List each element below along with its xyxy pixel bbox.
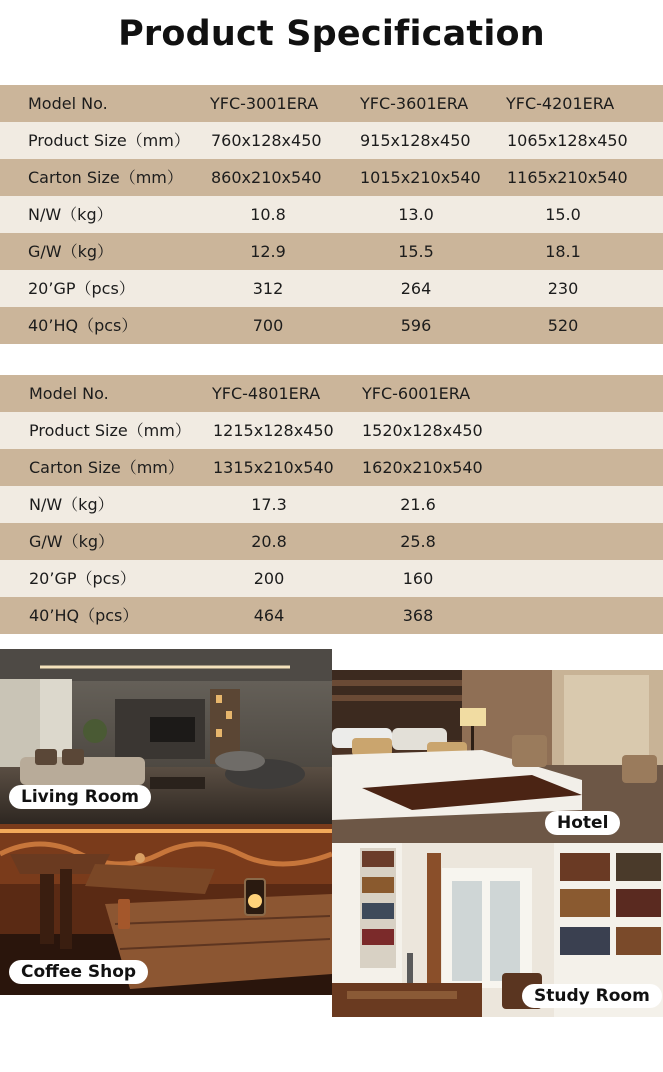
study-room-photo — [332, 843, 663, 1017]
cell: 860x210x540 — [211, 168, 322, 187]
living-room-label: Living Room — [9, 785, 151, 809]
cell: 1620x210x540 — [362, 458, 483, 477]
cell: 12.9 — [250, 242, 286, 261]
table-row — [0, 523, 663, 560]
cell: 15.5 — [398, 242, 434, 261]
hotel-photo — [332, 670, 663, 843]
row-label: Carton Size（mm） — [29, 458, 184, 477]
cell: 312 — [252, 279, 284, 298]
header-model-2: YFC-3601ERA — [360, 94, 469, 113]
cell: 230 — [547, 279, 579, 298]
cell: 18.1 — [545, 242, 581, 261]
row-label: G/W（kg） — [29, 532, 115, 551]
row-label: G/W（kg） — [28, 242, 114, 261]
spec-table-1 — [0, 85, 663, 344]
table-header-row — [0, 85, 663, 122]
cell: 17.3 — [251, 495, 287, 514]
row-label: 20’GP（pcs） — [28, 279, 135, 298]
study-room-label: Study Room — [522, 984, 662, 1008]
row-label: Product Size（mm） — [28, 131, 190, 150]
cell: 760x128x450 — [211, 131, 322, 150]
coffee-shop-photo — [0, 824, 332, 995]
header-model-2: YFC-6001ERA — [362, 384, 471, 403]
cell: 264 — [400, 279, 432, 298]
header-model-3: YFC-4201ERA — [506, 94, 615, 113]
row-label: N/W（kg） — [28, 205, 113, 224]
living-room-photo — [0, 649, 332, 824]
header-model-1: YFC-4801ERA — [212, 384, 321, 403]
cell: 368 — [402, 606, 434, 625]
table-row — [0, 412, 663, 449]
cell: 464 — [253, 606, 285, 625]
row-label: Product Size（mm） — [29, 421, 191, 440]
table-row — [0, 486, 663, 523]
table-row — [0, 560, 663, 597]
header-model-1: YFC-3001ERA — [210, 94, 319, 113]
row-label: Carton Size（mm） — [28, 168, 183, 187]
spec-table-2 — [0, 375, 663, 634]
cell: 160 — [402, 569, 434, 588]
cell: 520 — [547, 316, 579, 335]
hotel-label: Hotel — [545, 811, 620, 835]
cell: 15.0 — [545, 205, 581, 224]
table-row — [0, 159, 663, 196]
row-label: 20’GP（pcs） — [29, 569, 136, 588]
row-label: 40’HQ（pcs） — [28, 316, 138, 335]
coffee-shop-label: Coffee Shop — [9, 960, 148, 984]
table-header-row — [0, 375, 663, 412]
header-model-label: Model No. — [29, 384, 109, 403]
cell: 200 — [253, 569, 285, 588]
cell: 1215x128x450 — [213, 421, 334, 440]
row-label: 40’HQ（pcs） — [29, 606, 139, 625]
table-row — [0, 270, 663, 307]
row-label: N/W（kg） — [29, 495, 114, 514]
table-row — [0, 233, 663, 270]
cell: 1165x210x540 — [507, 168, 628, 187]
table-row — [0, 122, 663, 159]
cell: 596 — [400, 316, 432, 335]
cell: 1065x128x450 — [507, 131, 628, 150]
cell: 1520x128x450 — [362, 421, 483, 440]
cell: 700 — [252, 316, 284, 335]
table-row — [0, 449, 663, 486]
cell: 13.0 — [398, 205, 434, 224]
cell: 10.8 — [250, 205, 286, 224]
cell: 1015x210x540 — [360, 168, 481, 187]
table-row — [0, 597, 663, 634]
cell: 21.6 — [400, 495, 436, 514]
table-row — [0, 196, 663, 233]
table-row — [0, 307, 663, 344]
cell: 25.8 — [400, 532, 436, 551]
cell: 20.8 — [251, 532, 287, 551]
header-model-label: Model No. — [28, 94, 108, 113]
page-title: Product Specification — [118, 14, 545, 54]
cell: 1315x210x540 — [213, 458, 334, 477]
cell: 915x128x450 — [360, 131, 471, 150]
